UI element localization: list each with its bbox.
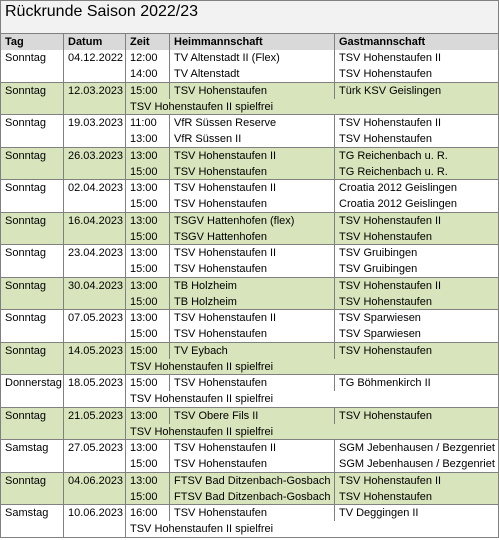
match-date: 23.04.2023 [68, 247, 124, 259]
home-team: TSGV Hattenhofen [174, 231, 267, 243]
kickoff-time: 12:00 [130, 52, 158, 64]
away-team: TSV Hohenstaufen [339, 296, 432, 308]
home-team: TV Altenstadt II (Flex) [174, 52, 280, 64]
match-day: Sonntag [5, 475, 46, 487]
home-team: TV Eybach [174, 345, 228, 357]
match-day: Sonntag [5, 215, 46, 227]
away-team: TV Deggingen II [339, 507, 419, 519]
home-team: TV Altenstadt [174, 68, 240, 80]
match-date: 07.05.2023 [68, 312, 124, 324]
header-heimmannschaft: Heimmannschaft [174, 36, 263, 48]
away-team: TSV Hohenstaufen II [339, 215, 442, 227]
header-divider [125, 34, 126, 50]
home-team: TSV Hohenstaufen II [174, 312, 277, 324]
kickoff-time: 14:00 [130, 68, 158, 80]
kickoff-time: 15:00 [130, 491, 158, 503]
column-divider [125, 343, 126, 374]
match-date: 04.06.2023 [68, 475, 124, 487]
column-divider [63, 375, 64, 407]
column-divider [169, 115, 170, 147]
match-day: Sonntag [5, 150, 46, 162]
column-divider [334, 473, 335, 504]
away-team: TG Reichenbach u. R. [339, 150, 448, 162]
column-divider [169, 343, 170, 359]
away-team: Türk KSV Geislingen [339, 85, 442, 97]
away-team: TSV Hohenstaufen II [339, 52, 442, 64]
column-divider [334, 83, 335, 99]
kickoff-time: 13:00 [130, 410, 158, 422]
column-divider [125, 83, 126, 114]
kickoff-time: 13:00 [130, 247, 158, 259]
match-block [0, 50, 499, 83]
kickoff-time: 13:00 [130, 215, 158, 227]
column-divider [63, 408, 64, 439]
match-block [0, 473, 499, 505]
match-block [0, 213, 499, 245]
column-divider [334, 505, 335, 521]
column-divider [63, 148, 64, 179]
spielfrei-note: TSV Hohenstaufen II spielfrei [130, 101, 274, 113]
column-divider [334, 278, 335, 309]
away-team: TSV Gruibingen [339, 247, 418, 259]
match-day: Sonntag [5, 52, 46, 64]
match-day: Sonntag [5, 85, 46, 97]
away-team: TSV Sparwiesen [339, 312, 421, 324]
match-date: 30.04.2023 [68, 280, 124, 292]
column-divider [334, 115, 335, 147]
kickoff-time: 15:00 [130, 166, 158, 178]
header-row [0, 33, 499, 51]
away-team: Croatia 2012 Geislingen [339, 198, 458, 210]
header-divider [334, 34, 335, 50]
column-divider [125, 115, 126, 147]
match-day: Samstag [5, 507, 49, 519]
away-team: TSV Hohenstaufen [339, 231, 432, 243]
column-divider [334, 343, 335, 359]
column-divider [334, 375, 335, 391]
match-day: Sonntag [5, 312, 46, 324]
column-divider [169, 310, 170, 342]
kickoff-time: 13:00 [130, 442, 158, 454]
column-divider [169, 50, 170, 82]
column-divider [334, 440, 335, 472]
column-divider [169, 505, 170, 521]
match-block [0, 148, 499, 180]
away-team: TSV Hohenstaufen II [339, 117, 442, 129]
match-day: Sonntag [5, 182, 46, 194]
title-cell [0, 0, 499, 33]
match-block [0, 440, 499, 473]
match-day: Donnerstag [5, 377, 62, 389]
header-divider [63, 34, 64, 50]
spielfrei-note: TSV Hohenstaufen II spielfrei [130, 393, 274, 405]
column-divider [125, 473, 126, 504]
home-team: TSV Hohenstaufen [174, 458, 267, 470]
match-day: Sonntag [5, 345, 46, 357]
away-team: TSV Sparwiesen [339, 328, 421, 340]
column-divider [125, 148, 126, 179]
home-team: TSV Hohenstaufen [174, 263, 267, 275]
column-divider [63, 473, 64, 504]
spielfrei-note: TSV Hohenstaufen II spielfrei [130, 426, 274, 438]
home-team: TSV Hohenstaufen [174, 166, 267, 178]
kickoff-time: 11:00 [130, 117, 157, 129]
column-divider [125, 245, 126, 277]
home-team: TSV Hohenstaufen II [174, 247, 277, 259]
away-team: TSV Hohenstaufen [339, 410, 432, 422]
column-divider [125, 50, 126, 82]
column-divider [334, 148, 335, 179]
match-block [0, 505, 499, 538]
home-team: FTSV Bad Ditzenbach-Gosbach [174, 491, 331, 503]
sheet-title: Rückrunde Saison 2022/23 [5, 3, 199, 20]
kickoff-time: 15:00 [130, 198, 158, 210]
column-divider [334, 180, 335, 212]
header-divider [169, 34, 170, 50]
header-tag: Tag [5, 36, 24, 48]
column-divider [169, 213, 170, 244]
kickoff-time: 16:00 [130, 507, 158, 519]
header-zeit: Zeit [130, 36, 150, 48]
match-block [0, 343, 499, 375]
column-divider [63, 505, 64, 537]
column-divider [169, 473, 170, 504]
away-team: TSV Hohenstaufen [339, 345, 432, 357]
match-block [0, 115, 499, 148]
match-day: Sonntag [5, 117, 46, 129]
column-divider [63, 278, 64, 309]
column-divider [334, 245, 335, 277]
kickoff-time: 13:00 [130, 133, 158, 145]
away-team: TG Böhmenkirch II [339, 377, 431, 389]
kickoff-time: 15:00 [130, 85, 158, 97]
home-team: VfR Süssen II [174, 133, 242, 145]
column-divider [169, 245, 170, 277]
match-block [0, 408, 499, 440]
kickoff-time: 15:00 [130, 458, 158, 470]
kickoff-time: 15:00 [130, 328, 158, 340]
column-divider [63, 83, 64, 114]
column-divider [63, 115, 64, 147]
match-day: Sonntag [5, 247, 46, 259]
match-date: 18.05.2023 [68, 377, 124, 389]
column-divider [169, 83, 170, 99]
kickoff-time: 13:00 [130, 280, 158, 292]
match-date: 12.03.2023 [68, 85, 124, 97]
column-divider [169, 440, 170, 472]
column-divider [334, 213, 335, 244]
match-date: 19.03.2023 [68, 117, 124, 129]
away-team: TSV Hohenstaufen [339, 491, 432, 503]
home-team: TSV Hohenstaufen II [174, 182, 277, 194]
column-divider [125, 278, 126, 309]
away-team: SGM Jebenhausen / Bezgenriet [339, 458, 495, 470]
match-date: 02.04.2023 [68, 182, 124, 194]
column-divider [334, 310, 335, 342]
home-team: TB Holzheim [174, 296, 237, 308]
column-divider [63, 180, 64, 212]
away-team: Croatia 2012 Geislingen [339, 182, 458, 194]
column-divider [63, 440, 64, 472]
header-datum: Datum [68, 36, 103, 48]
match-block [0, 278, 499, 310]
home-team: TSV Hohenstaufen [174, 198, 267, 210]
kickoff-time: 13:00 [130, 475, 158, 487]
match-block [0, 245, 499, 278]
column-divider [169, 278, 170, 309]
column-divider [125, 408, 126, 439]
match-block [0, 83, 499, 115]
column-divider [334, 408, 335, 424]
spielfrei-note: TSV Hohenstaufen II spielfrei [130, 361, 274, 373]
column-divider [63, 213, 64, 244]
match-block [0, 180, 499, 213]
match-date: 04.12.2022 [68, 52, 124, 64]
home-team: TSV Hohenstaufen II [174, 150, 277, 162]
match-date: 10.06.2023 [68, 507, 124, 519]
column-divider [63, 245, 64, 277]
away-team: TSV Gruibingen [339, 263, 418, 275]
home-team: TSV Hohenstaufen [174, 328, 267, 340]
column-divider [169, 375, 170, 391]
home-team: TSV Hohenstaufen [174, 377, 267, 389]
away-team: TSV Hohenstaufen II [339, 475, 442, 487]
column-divider [334, 50, 335, 82]
column-divider [63, 50, 64, 82]
column-divider [125, 310, 126, 342]
away-team: TSV Hohenstaufen [339, 68, 432, 80]
home-team: FTSV Bad Ditzenbach-Gosbach [174, 475, 331, 487]
away-team: TSV Hohenstaufen [339, 133, 432, 145]
home-team: TSV Hohenstaufen [174, 507, 267, 519]
match-day: Samstag [5, 442, 49, 454]
home-team: TSV Hohenstaufen [174, 85, 267, 97]
kickoff-time: 15:00 [130, 377, 158, 389]
column-divider [125, 213, 126, 244]
kickoff-time: 13:00 [130, 182, 158, 194]
column-divider [125, 440, 126, 472]
away-team: TG Reichenbach u. R. [339, 166, 448, 178]
match-date: 21.05.2023 [68, 410, 124, 422]
column-divider [125, 505, 126, 537]
away-team: TSV Hohenstaufen II [339, 280, 442, 292]
home-team: TSV Obere Fils II [174, 410, 259, 422]
column-divider [169, 180, 170, 212]
match-date: 16.04.2023 [68, 215, 124, 227]
column-divider [125, 375, 126, 407]
column-divider [125, 180, 126, 212]
match-block [0, 375, 499, 408]
home-team: TB Holzheim [174, 280, 237, 292]
column-divider [63, 310, 64, 342]
spielfrei-note: TSV Hohenstaufen II spielfrei [130, 523, 274, 535]
home-team: TSV Hohenstaufen II [174, 442, 277, 454]
home-team: VfR Süssen Reserve [174, 117, 277, 129]
kickoff-time: 15:00 [130, 345, 158, 357]
kickoff-time: 15:00 [130, 231, 158, 243]
column-divider [63, 343, 64, 374]
kickoff-time: 15:00 [130, 296, 158, 308]
column-divider [169, 148, 170, 179]
kickoff-time: 15:00 [130, 263, 158, 275]
match-block [0, 310, 499, 343]
column-divider [169, 408, 170, 424]
header-gastmannschaft: Gastmannschaft [339, 36, 426, 48]
match-date: 26.03.2023 [68, 150, 124, 162]
match-date: 14.05.2023 [68, 345, 124, 357]
home-team: TSGV Hattenhofen (flex) [174, 215, 295, 227]
kickoff-time: 13:00 [130, 150, 158, 162]
match-date: 27.05.2023 [68, 442, 124, 454]
match-day: Sonntag [5, 280, 46, 292]
away-team: SGM Jebenhausen / Bezgenriet [339, 442, 495, 454]
kickoff-time: 13:00 [130, 312, 158, 324]
match-day: Sonntag [5, 410, 46, 422]
